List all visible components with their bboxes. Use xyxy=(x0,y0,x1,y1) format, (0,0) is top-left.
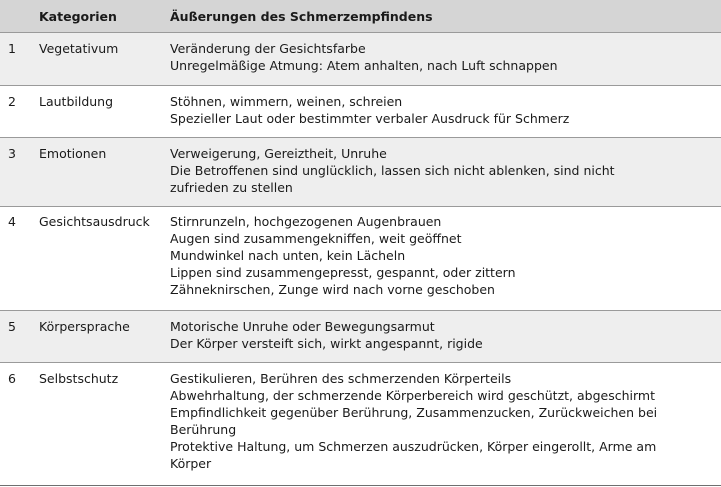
table-row xyxy=(0,207,721,311)
header-expression: Äußerungen des Schmerzempfindens xyxy=(170,9,433,24)
table-header xyxy=(0,0,721,33)
row-number: 2 xyxy=(8,94,16,109)
description-line: Mundwinkel nach unten, kein Lächeln xyxy=(170,248,406,263)
description-line: Stirnrunzeln, hochgezogenen Augenbrauen xyxy=(170,214,442,229)
row-description xyxy=(170,93,569,127)
table-row xyxy=(0,138,721,207)
row-category: Körpersprache xyxy=(39,319,130,334)
row-description xyxy=(170,145,615,196)
row-category: Lautbildung xyxy=(39,94,114,109)
description-line: Protektive Haltung, um Schmerzen auszudrücken, Körper eingerollt, Arme am xyxy=(170,439,657,454)
row-number: 5 xyxy=(8,319,16,334)
table-row xyxy=(0,86,721,138)
description-line: Veränderung der Gesichtsfarbe xyxy=(170,41,366,56)
description-line: Augen sind zusammengekniffen, weit geöffnet xyxy=(170,231,462,246)
row-number: 6 xyxy=(8,371,16,386)
description-line: Zähneknirschen, Zunge wird nach vorne geschoben xyxy=(170,282,495,297)
description-line: Unregelmäßige Atmung: Atem anhalten, nach Luft schnappen xyxy=(170,58,558,73)
row-category: Emotionen xyxy=(39,146,107,161)
row-description xyxy=(170,318,483,352)
description-line: Motorische Unruhe oder Bewegungsarmut xyxy=(170,319,435,334)
description-line: Körper xyxy=(170,456,212,471)
row-category: Selbstschutz xyxy=(39,371,119,386)
row-number: 4 xyxy=(8,214,16,229)
row-category: Vegetativum xyxy=(39,41,119,56)
table-row xyxy=(0,33,721,86)
table-row xyxy=(0,311,721,363)
description-line: Der Körper versteift sich, wirkt angespannt, rigide xyxy=(170,336,483,351)
table-row xyxy=(0,363,721,486)
row-description xyxy=(170,370,657,472)
description-line: Lippen sind zusammengepresst, gespannt, oder zittern xyxy=(170,265,516,280)
row-number: 1 xyxy=(8,41,16,56)
row-description xyxy=(170,40,558,74)
header-category: Kategorien xyxy=(39,9,117,24)
row-category: Gesichtsausdruck xyxy=(39,214,150,229)
description-line: zufrieden zu stellen xyxy=(170,180,293,195)
description-line: Empfindlichkeit gegenüber Berührung, Zusammenzucken, Zurückweichen bei xyxy=(170,405,658,420)
description-line: Spezieller Laut oder bestimmter verbaler Ausdruck für Schmerz xyxy=(170,111,570,126)
description-line: Verweigerung, Gereiztheit, Unruhe xyxy=(170,146,387,161)
row-description xyxy=(170,213,516,298)
description-line: Gestikulieren, Berühren des schmerzenden Körperteils xyxy=(170,371,512,386)
row-number: 3 xyxy=(8,146,16,161)
description-line: Abwehrhaltung, der schmerzende Körperbereich wird geschützt, abgeschirmt xyxy=(170,388,655,403)
description-line: Berührung xyxy=(170,422,237,437)
description-line: Die Betroffenen sind unglücklich, lassen sich nicht ablenken, sind nicht xyxy=(170,163,615,178)
description-line: Stöhnen, wimmern, weinen, schreien xyxy=(170,94,403,109)
